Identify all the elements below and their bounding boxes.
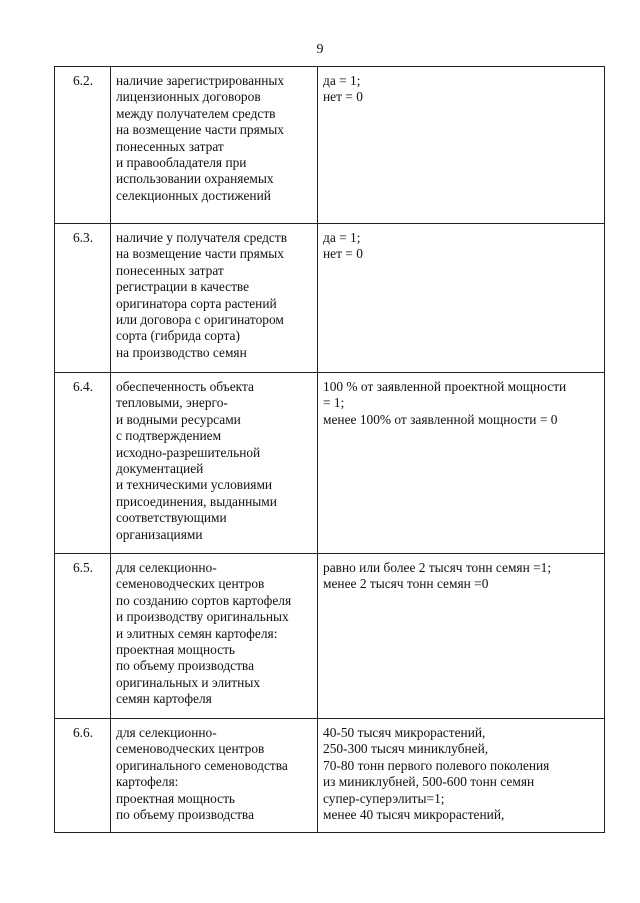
criterion-text: наличие зарегистрированных лицензионных договоров между получателем средств на возмещение части прямых понесенных затрат и правообладателя при использовании охраняемых селекционных достижений xyxy=(111,67,318,224)
score-text: 40-50 тысяч микрорастений, 250-300 тысяч миниклубней, 70-80 тонн первого полевого поколения из миниклубней, 500-600 тонн семян супер-суперэлиты=1; менее 40 тысяч микрорастений, xyxy=(318,719,605,833)
row-number: 6.3. xyxy=(55,224,111,373)
criterion-text: для селекционно- семеноводческих центров по созданию сортов картофеля и производству оригинальных и элитных семян картофеля: проектная мощность по объему производства оригинальных и элитных семян картофеля xyxy=(111,554,318,719)
table-row xyxy=(55,67,605,224)
score-text: 100 % от заявленной проектной мощности = 1; менее 100% от заявленной мощности = 0 xyxy=(318,373,605,554)
criterion-text: для селекционно- семеноводческих центров оригинального семеноводства картофеля: проектная мощность по объему производства xyxy=(111,719,318,833)
table-row xyxy=(55,554,605,719)
row-number: 6.5. xyxy=(55,554,111,719)
page-number: 9 xyxy=(316,42,324,57)
row-number: 6.2. xyxy=(55,67,111,224)
row-number: 6.6. xyxy=(55,719,111,833)
score-text: да = 1; нет = 0 xyxy=(318,67,605,224)
score-text: равно или более 2 тысяч тонн семян =1; менее 2 тысяч тонн семян =0 xyxy=(318,554,605,719)
table-row xyxy=(55,224,605,373)
criterion-text: обеспеченность объекта тепловыми, энерго- и водными ресурсами с подтверждением исходно-разрешительной документацией и техническими условиями присоединения, выданными соответствующими организациями xyxy=(111,373,318,554)
table-row xyxy=(55,719,605,833)
row-number: 6.4. xyxy=(55,373,111,554)
criterion-text: наличие у получателя средств на возмещение части прямых понесенных затрат регистрации в качестве оригинатора сорта растений или договора с оригинатором сорта (гибрида сорта) на производство семян xyxy=(111,224,318,373)
score-text: да = 1; нет = 0 xyxy=(318,224,605,373)
table-row xyxy=(55,373,605,554)
criteria-table xyxy=(54,66,605,833)
